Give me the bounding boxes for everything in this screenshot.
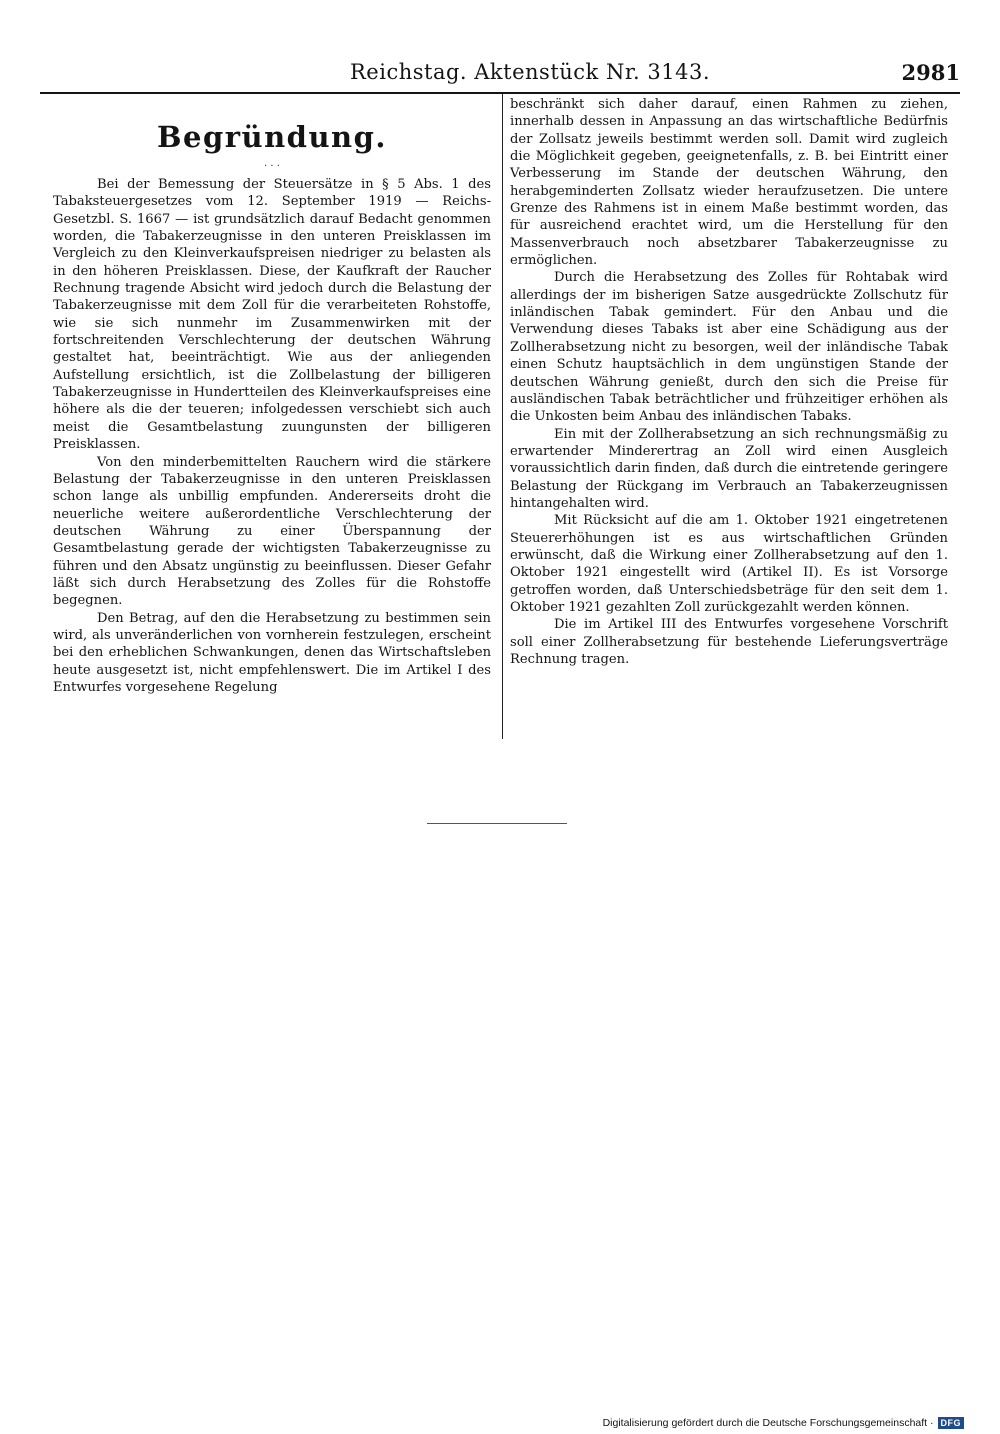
running-title: Reichstag. Aktenstück Nr. 3143. xyxy=(349,60,711,84)
paragraph: Die im Artikel III des Entwurfes vorgesehene Vorschrift soll einer Zollherabsetzung für bestehende Lieferungsverträge Rechnung tragen. xyxy=(510,617,948,667)
dfg-logo: DFG xyxy=(938,1417,965,1429)
page-number: 2981 xyxy=(901,60,960,85)
credit-text: Digitalisierung gefördert durch die Deutsche Forschungsgemeinschaft · xyxy=(602,1417,934,1429)
right-column xyxy=(510,96,948,668)
page-header xyxy=(40,60,960,88)
digitization-credit xyxy=(603,1417,964,1429)
paragraph: beschränkt sich daher darauf, einen Rahmen zu ziehen, innerhalb dessen in Anpassung an das wirtschaftliche Bedürfnis der Zollsatz jeweils bestimmt werden soll. Damit wird zugleich die Möglichkeit gegeben, geeignetenfalls, z. B. bei Eintritt einer Verbesserung im Stande der deutschen Währung, den herabgeminderten Zollsatz wieder heraufzusetzen. Die untere Grenze des Rahmens ist in einem Maße bestimmt worden, das für ausreichend erachtet wird, um die Herstellung für den Massenverbrauch noch absetzbarer Tabakerzeugnisse zu ermöglichen. xyxy=(510,97,948,269)
title-ornament: · · · xyxy=(264,161,280,172)
paragraph: Durch die Herabsetzung des Zolles für Rohtabak wird allerdings der im bisherigen Satze ausgedrückte Zollschutz für inländischen Tabak gemindert. Für den Anbau und die Verwendung dieses Tabaks ist aber eine Schädigung aus der Zollherabsetzung nicht zu besorgen, weil der inländische Tabak einen Schutz hauptsächlich in dem ungünstigen Stande der deutschen Währung genießt, durch den sich die Preise für ausländischen Tabak beträchtlicher und frühzeitiger erhöhen als die Unkosten beim Anbau des inländischen Tabaks. xyxy=(510,270,948,425)
paragraph: Mit Rücksicht auf die am 1. Oktober 1921 eingetretenen Steuererhöhungen ist es aus wirtschaftlichen Gründen erwünscht, daß die Wirkung einer Zollherabsetzung auf den 1. Oktober 1921 eingestellt wird (Artikel II). Es ist Vorsorge getroffen worden, daß Unterschiedsbeträge für den seit dem 1. Oktober 1921 gezahlten Zoll zurückgezahlt werden können. xyxy=(510,513,948,615)
end-rule xyxy=(427,823,567,824)
paragraph: Bei der Bemessung der Steuersätze in § 5 Abs. 1 des Tabaksteuergesetzes vom 12. September 1919 — Reichs-Gesetzbl. S. 1667 — ist grundsätzlich darauf Bedacht genommen worden, die Tabakerzeugnisse in den unteren Preisklassen im Vergleich zu den Kleinverkaufspreisen niedriger zu belasten als in den höheren Preisklassen. Diese, der Kaufkraft der Raucher Rechnung tragende Absicht wird jedoch durch die Belastung der Tabakerzeugnisse mit dem Zoll für die verarbeiteten Rohstoffe, wie sie sich nunmehr im Zusammenwirken mit der fortschreitenden Verschlechterung der deutschen Währung gestaltet hat, beeinträchtigt. Wie aus der anliegenden Aufstellung ersichtlich, ist die Zollbelastung der billigeren Tabakerzeugnisse in Hundertteilen des Kleinverkaufspreises eine höhere als die der teueren; infolgedessen verschiebt sich auch meist die Gesamtbelastung zuungunsten der billigeren Preisklassen. xyxy=(53,177,491,453)
paragraph: Von den minderbemittelten Rauchern wird die stärkere Belastung der Tabakerzeugnisse in den unteren Preisklassen schon lange als unbillig empfunden. Andererseits droht die neuerliche weitere außerordentliche Verschlechterung der deutschen Währung zu einer Überspannung der Gesamtbelastung gerade der wichtigsten Tabakerzeugnisse zu führen und den Absatz ungünstig zu beeinflussen. Dieser Gefahr läßt sich durch Herabsetzung des Zolles für die Rohstoffe begegnen. xyxy=(53,454,491,609)
left-column xyxy=(53,96,491,696)
section-title: Begründung. xyxy=(156,120,387,154)
paragraph: Den Betrag, auf den die Herabsetzung zu bestimmen sein wird, als unveränderlichen von vornherein festzulegen, erscheint bei den erheblichen Schwankungen, denen das Wirtschaftsleben heute ausgesetzt ist, nicht empfehlenswert. Die im Artikel I des Entwurfes vorgesehene Regelung xyxy=(53,610,491,695)
header-rule xyxy=(40,92,960,94)
paragraph: Ein mit der Zollherabsetzung an sich rechnungsmäßig zu erwartender Minderertrag an Zoll wird einen Ausgleich voraussichtlich darin finden, daß durch die eintretende geringere Belastung der Rückgang im Verbrauch an Tabakerzeugnissen hintangehalten wird. xyxy=(510,426,948,511)
column-divider xyxy=(502,94,503,739)
